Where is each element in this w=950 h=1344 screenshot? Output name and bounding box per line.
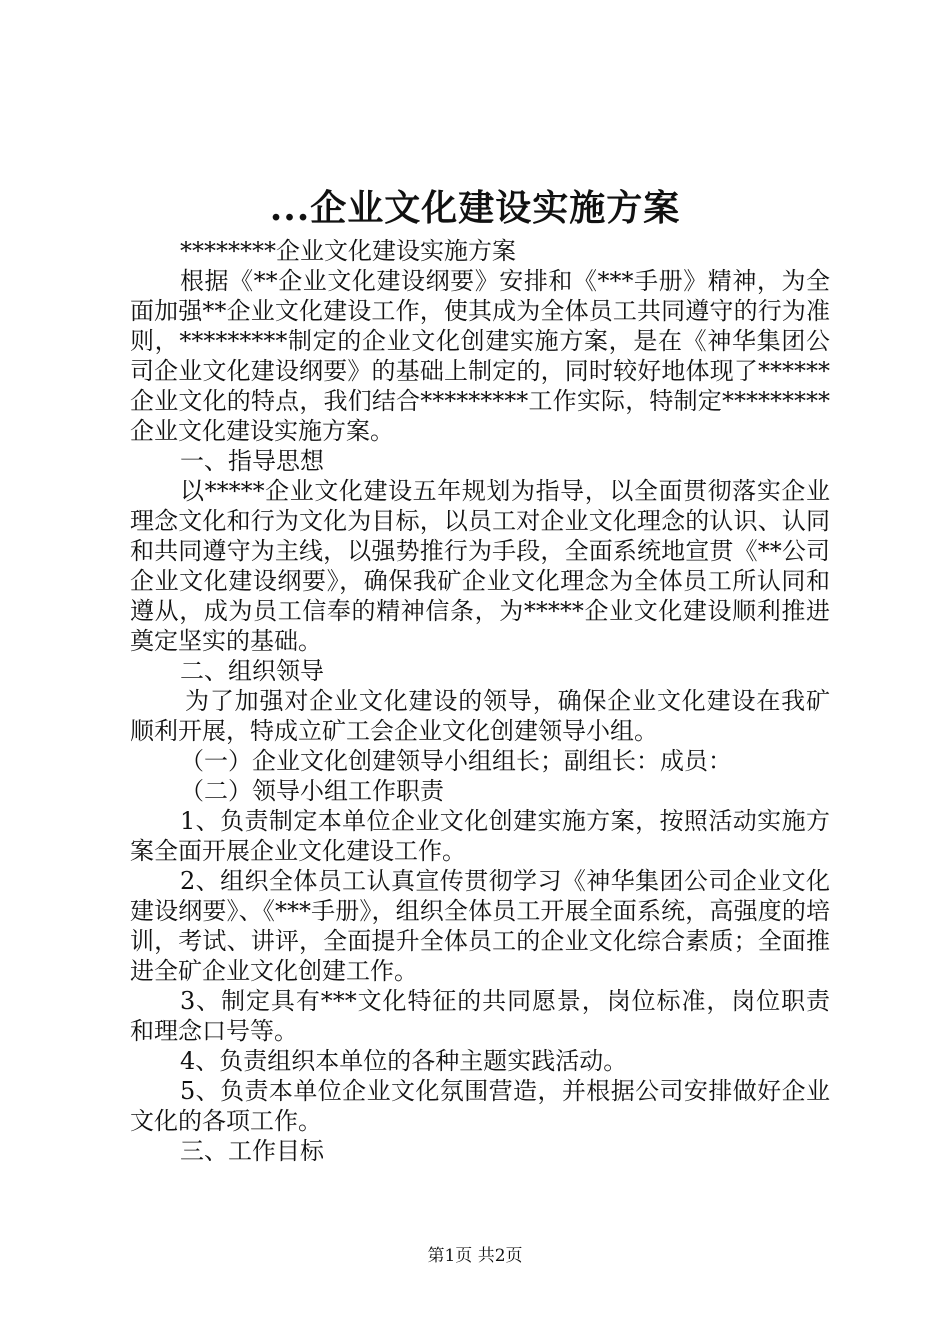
- paragraph-subtitle: ********企业文化建设实施方案: [180, 237, 516, 265]
- duty-item-4: 4、负责组织本单位的各种主题实践活动。: [180, 1047, 628, 1075]
- paragraph-organization: 为了加强对企业文化建设的领导，确保企业文化建设在我矿顺利开展，特成立矿工会企业文化创建领导小组。: [130, 687, 830, 745]
- duty-item-1: 1、负责制定本单位企业文化创建实施方案，按照活动实施方案全面开展企业文化建设工作。: [130, 807, 830, 865]
- section-heading-organization: 二、组织领导: [180, 657, 324, 685]
- page-footer: 第1页 共2页: [427, 1246, 523, 1266]
- duty-item-2: 2、组织全体员工认真宣传贯彻学习《神华集团公司企业文化建设纲要》、《***手册》，组织全体员工开展全面系统，高强度的培训，考试、讲评，全面提升全体员工的企业文化综合素质；全面推进全矿企业文化创建工作。: [130, 867, 830, 985]
- document-body: [130, 236, 830, 1166]
- subsection-leadership-group: （一）企业文化创建领导小组组长；副组长：成员：: [180, 747, 732, 775]
- section-heading-work-goals: 三、工作目标: [180, 1137, 324, 1165]
- duty-item-3: 3、制定具有***文化特征的共同愿景，岗位标准，岗位职责和理念口号等。: [130, 987, 830, 1045]
- paragraph-guiding-ideology: 以*****企业文化建设五年规划为指导，以全面贯彻落实企业理念文化和行为文化为目标，以员工对企业文化理念的认识、认同和共同遵守为主线，以强势推行为手段，全面系统地宣贯《**公司企业文化建设纲要》，确保我矿企业文化理念为全体员工所认同和遵从，成为员工信奉的精神信条，为*****企业文化建设顺利推进奠定坚实的基础。: [130, 477, 830, 655]
- duty-item-5: 5、负责本单位企业文化氛围营造，并根据公司安排做好企业文化的各项工作。: [130, 1077, 830, 1135]
- paragraph-intro: 根据《**企业文化建设纲要》安排和《***手册》精神，为全面加强**企业文化建设工作，使其成为全体员工共同遵守的行为准则，*********制定的企业文化创建实施方案，是在《神华集团公司企业文化建设纲要》的基础上制定的，同时较好地体现了******企业文化的特点，我们结合*********工作实际，特制定*********企业文化建设实施方案。: [130, 267, 830, 445]
- document-title: ...企业文化建设实施方案: [269, 187, 681, 229]
- section-heading-guiding-ideology: 一、指导思想: [180, 447, 324, 475]
- subsection-group-duties: （二）领导小组工作职责: [180, 777, 444, 805]
